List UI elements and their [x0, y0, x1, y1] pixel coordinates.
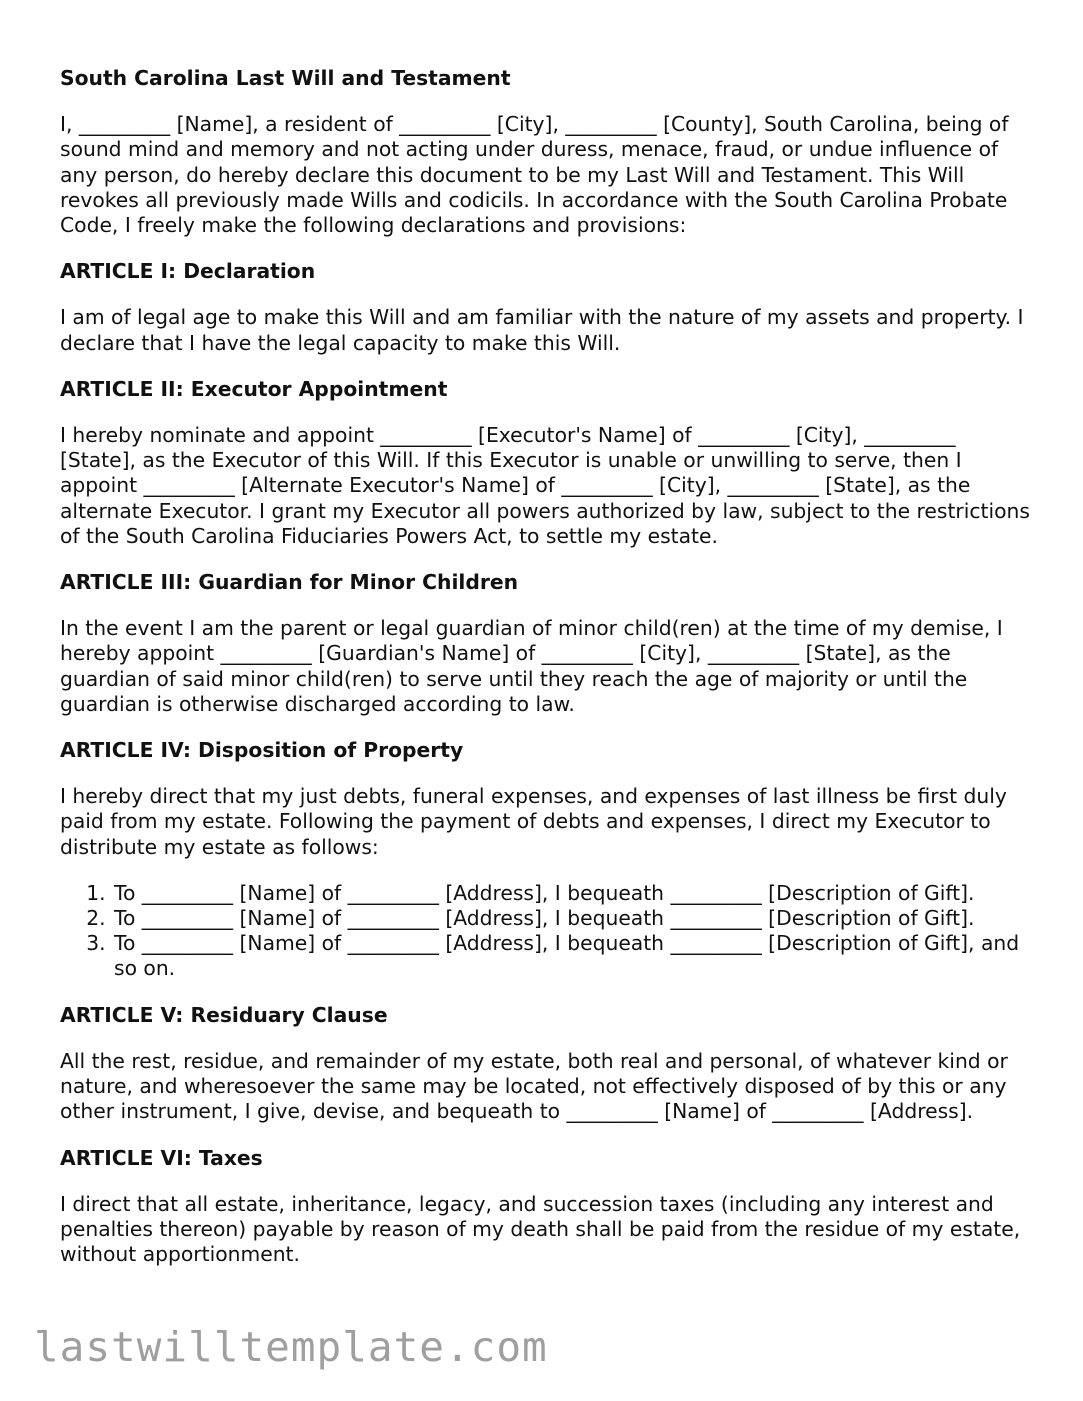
article-6-body: I direct that all estate, inheritance, legacy, and succession taxes (including any interest and penalties thereon) payable by reason of my death shall be paid from the residue of my estate, without apportionment. — [60, 1191, 1021, 1267]
document-title: South Carolina Last Will and Testament — [60, 66, 511, 90]
intro-paragraph: I, _________ [Name], a resident of _________ [City], _________ [County], South Carolina, being of sound mind and memory and not acting under duress, menace, fraud, or undue influence of any person, do hereby declare this document to be my Last Will and Testament. This Will revokes all previously made Wills and codicils. In accordance with the South Carolina Probate Code, I freely make the following declarations and provisions: — [60, 112, 1009, 238]
article-5-body: All the rest, residue, and remainder of my estate, both real and personal, of whatever kind or nature, and wheresoever the same may be located, not effectively disposed of by this or any other instrument, I give, devise, and bequeath to _________ [Name] of _________ [Address]. — [60, 1048, 1008, 1124]
bequest-item: 3. To _________ [Name] of _________ [Address], I bequeath _________ [Description of Gift], and so on. — [112, 931, 1035, 981]
article-1-body: I am of legal age to make this Will and am familiar with the nature of my assets and property. I declare that I have the legal capacity to make this Will. — [60, 305, 1024, 355]
article-4-body: I hereby direct that my just debts, funeral expenses, and expenses of last illness be first duly paid from my estate. Following the payment of debts and expenses, I direct my Executor to distribute my estate as follows: — [60, 784, 1007, 859]
article-3-heading: ARTICLE III: Guardian for Minor Children — [60, 570, 519, 595]
article-3-body: In the event I am the parent or legal guardian of minor child(ren) at the time of my demise, I hereby appoint _________ [Guardian's Name] of _________ [City], _________ [State], as the guardian of said minor child(ren) to serve until they reach the age of majority or until the guardian is otherwise discharged according to law. — [60, 616, 1003, 716]
will-document — [60, 66, 1035, 1288]
article-1-heading: ARTICLE I: Declaration — [60, 259, 316, 284]
article-4-heading: ARTICLE IV: Disposition of Property — [60, 738, 464, 763]
article-6-heading: ARTICLE VI: Taxes — [60, 1145, 263, 1170]
watermark-text: lastwilltemplate.com — [34, 1323, 548, 1371]
article-2-body: I hereby nominate and appoint _________ [Executor's Name] of _________ [City], _________ [State], as the Executor of this Will. If this Executor is unable or unwilling to serve, then I appoint _________ [Alternate Executor's Name] of _________ [City], _________ [State], as the alternate Executor. I grant my Executor all powers authorized by law, subject to the restrictions of the South Carolina Fiduciaries Powers Act, to settle my estate. — [60, 423, 1030, 548]
bequest-item: 1. To _________ [Name] of _________ [Address], I bequeath _________ [Description of Gift]. — [112, 881, 1035, 906]
article-5-heading: ARTICLE V: Residuary Clause — [60, 1002, 388, 1027]
article-2-heading: ARTICLE II: Executor Appointment — [60, 376, 448, 401]
bequest-list — [60, 881, 1035, 982]
bequest-item: 2. To _________ [Name] of _________ [Address], I bequeath _________ [Description of Gift]. — [112, 906, 1035, 931]
